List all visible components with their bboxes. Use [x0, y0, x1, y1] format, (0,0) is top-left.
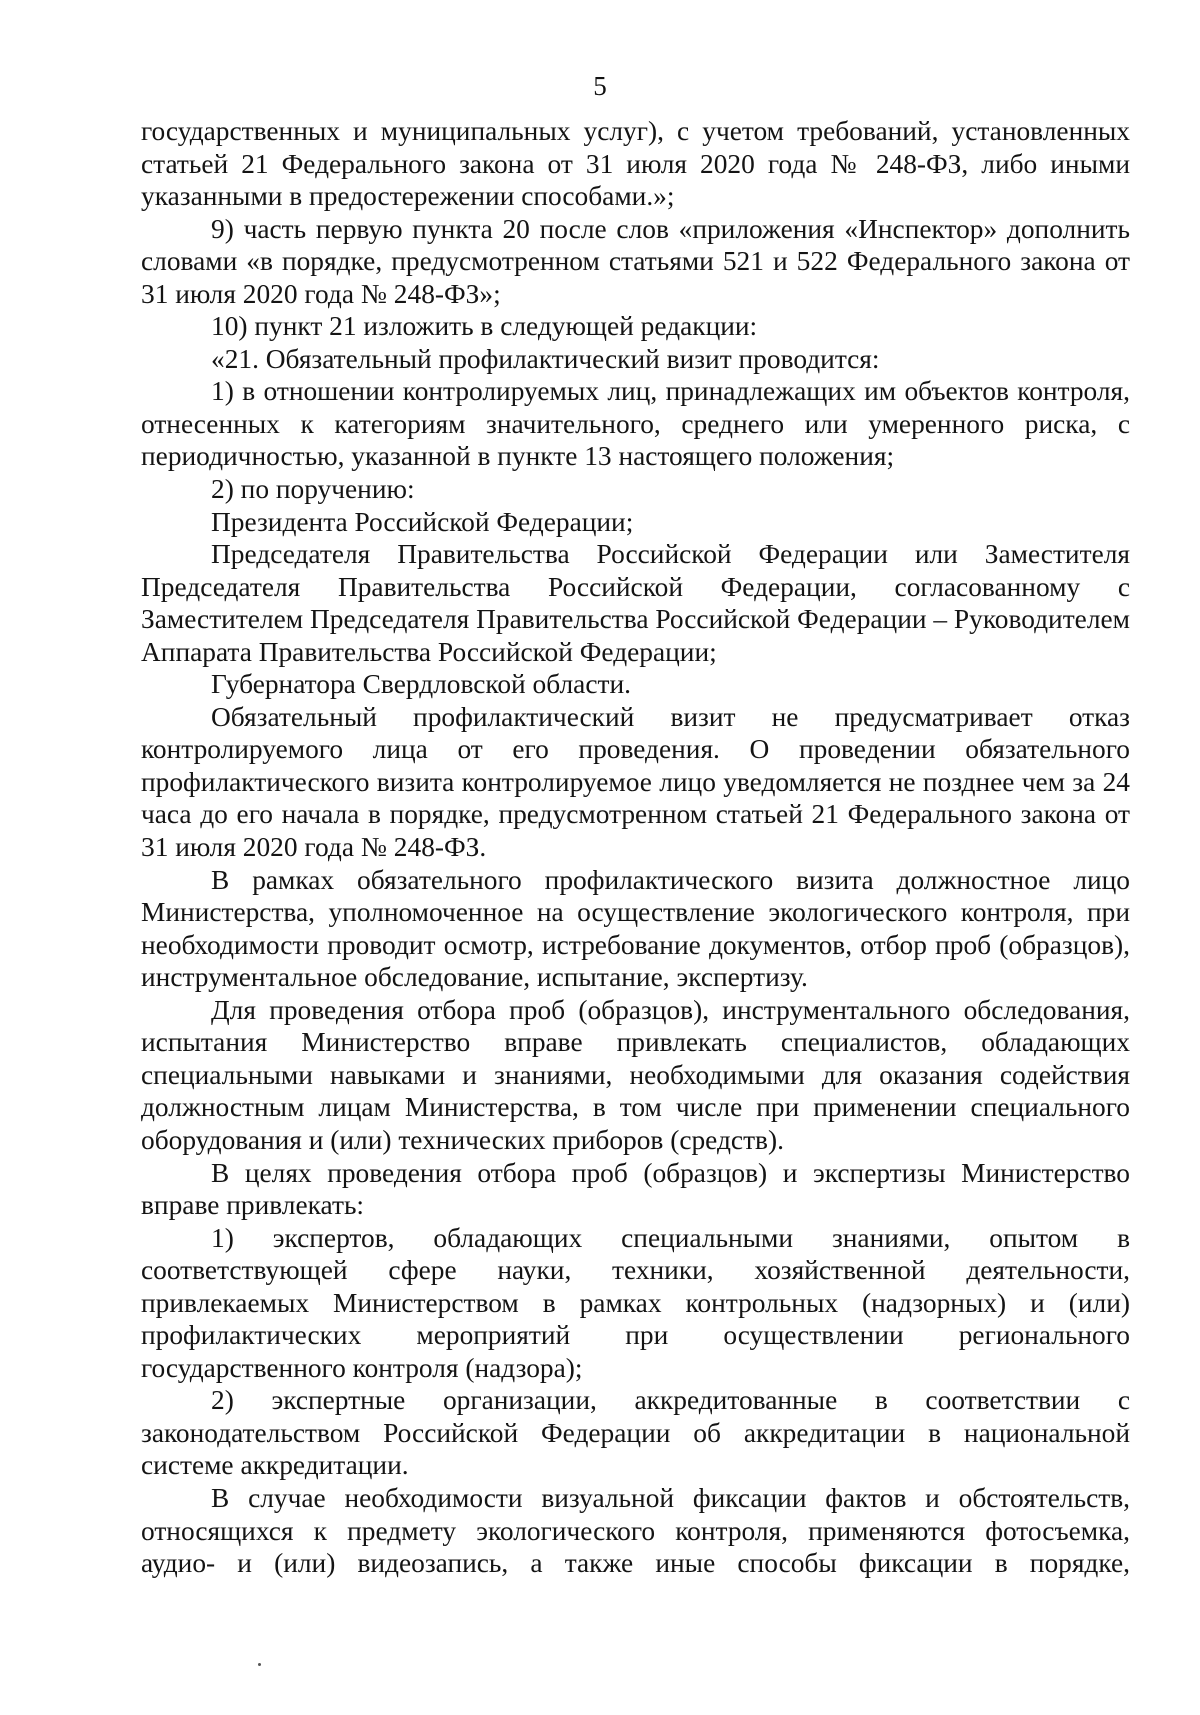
paragraph-14: 1) экспертов, обладающих специальными знаниями, опытом в соответствующей сфере науки, техники, хозяйственной деятельности, привлекаемых Министерством в рамках контрольных (надзорных) и (или) профилактических мероприятий при осуществлении регионального государственного контроля (надзора); — [141, 1222, 1130, 1383]
paragraph-12: Для проведения отбора проб (образцов), инструментального обследования, испытания Министерство вправе привлекать специалистов, обладающих специальными навыками и знаниями, необходимыми для оказания содействия должностным лицам Министерства, в том числе при применении специального оборудования и (или) технических приборов (средств). — [141, 994, 1130, 1155]
paragraph-5: 1) в отношении контролируемых лиц, принадлежащих им объектов контроля, отнесенных к категориям значительного, среднего или умеренного риска, с периодичностью, указанной в пункте 13 настоящего положения; — [141, 376, 1130, 472]
paragraph-9: Губернатора Свердловской области. — [211, 669, 631, 700]
paragraph-1: государственных и муниципальных услуг), с учетом требований, установленных статьей 21 Федерального закона от 31 июля 2020 года № 248-ФЗ, либо иными указанными в предостережении способами.»; — [141, 116, 1130, 212]
paragraph-3: 10) пункт 21 изложить в следующей редакции: — [211, 311, 758, 342]
paragraph-8: Председателя Правительства Российской Федерации или Заместителя Председателя Правительства Российской Федерации, согласованному с Заместителем Председателя Правительства Российской Федерации – Руководителем Аппарата Правительства Российской Федерации; — [141, 539, 1130, 667]
paragraph-2: 9) часть первую пункта 20 после слов «приложения «Инспектор» дополнить словами «в порядке, предусмотренном статьями 521 и 522 Федерального закона от 31 июля 2020 года № 248-ФЗ»; — [141, 213, 1130, 309]
paragraph-6: 2) по поручению: — [211, 474, 415, 505]
paragraph-10: Обязательный профилактический визит не предусматривает отказ контролируемого лица от его проведения. О проведении обязательного профилактического визита контролируемое лицо уведомляется не позднее чем за 24 часа до его начала в порядке, предусмотренном статьей 21 Федерального закона от 31 июля 2020 года № 248-ФЗ. — [141, 701, 1130, 863]
paragraph-4: «21. Обязательный профилактический визит проводится: — [211, 343, 880, 374]
page-number: 5 — [593, 71, 607, 101]
paragraph-11: В рамках обязательного профилактического визита должностное лицо Министерства, уполномоченное на осуществление экологического контроля, при необходимости проводит осмотр, истребование документов, отбор проб (образцов), инструментальное обследование, испытание, экспертизу. — [141, 864, 1130, 993]
paragraph-7: Президента Российской Федерации; — [211, 506, 634, 537]
paragraph-13: В целях проведения отбора проб (образцов) и экспертизы Министерство вправе привлекать: — [141, 1157, 1130, 1221]
document-body — [141, 115, 1130, 1580]
scan-speck — [258, 1663, 261, 1666]
paragraph-16: В случае необходимости визуальной фиксации фактов и обстоятельств, относящихся к предмету экологического контроля, применяются фотосъемка, аудио- и (или) видеозапись, а также иные способы фиксации в порядке, — [141, 1482, 1130, 1579]
paragraph-15: 2) экспертные организации, аккредитованные в соответствии с законодательством Российской Федерации об аккредитации в национальной системе аккредитации. — [141, 1385, 1130, 1481]
